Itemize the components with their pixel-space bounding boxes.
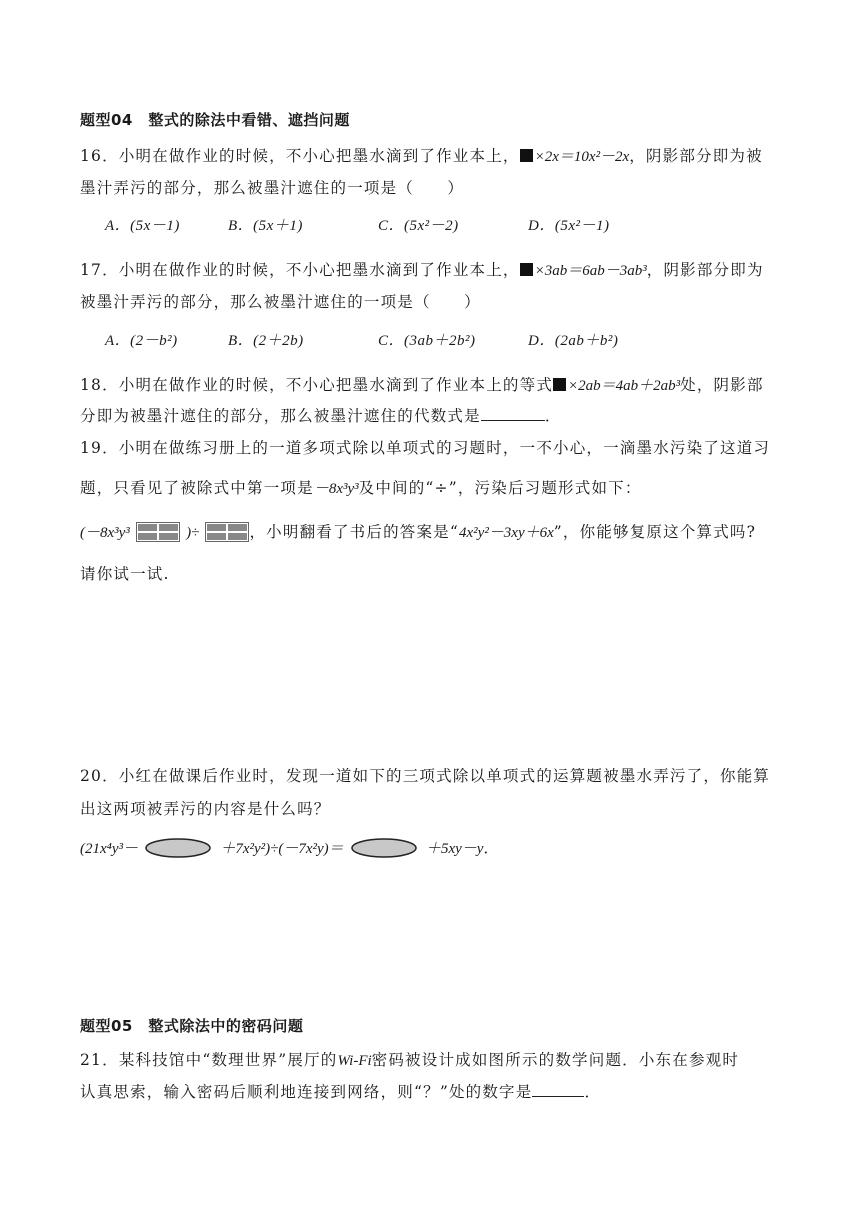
q21-text-b: 密码被设计成如图所示的数学问题．小东在参观时: [371, 1051, 740, 1069]
q16-option-a[interactable]: A．(5x－1): [105, 218, 180, 234]
section-heading-04: 题型04 整式的除法中看错、遮挡问题: [80, 111, 350, 129]
q19-expr-start: (－8x³y³: [80, 525, 130, 541]
q16-line2: 墨汁弄污的部分，那么被墨汁遮住的一项是（ ）: [80, 179, 465, 197]
q18-text-tail: 处，阴影部: [680, 376, 764, 394]
q19-answer: 4x²y²－3xy＋6x: [459, 525, 554, 541]
ink-bricks-icon: [205, 522, 249, 542]
q17-option-d[interactable]: D．(2ab＋b²): [528, 333, 619, 349]
q20-expr-c: ＋5xy－y: [425, 841, 484, 857]
q19-text-c: ，小明翻看了书后的答案是“: [249, 523, 459, 541]
q17-line1: [80, 258, 780, 283]
q21-answer-blank[interactable]: [532, 1082, 584, 1097]
ink-square-icon: [520, 263, 533, 276]
q19-line2: [80, 476, 780, 501]
q20-expr-a: (21x⁴y³－: [80, 841, 139, 857]
q20-expr-b: ＋7x²y²)÷(－7x²y)＝: [220, 841, 344, 857]
q17-text-tail: ，阴影部分即为: [646, 261, 764, 279]
q20-line2: 出这两项被弄污的内容是什么吗？: [80, 800, 331, 818]
q18-line1: [80, 373, 780, 398]
q16-line1: [80, 144, 780, 169]
section-heading-05: 题型05 整式除法中的密码问题: [80, 1017, 304, 1035]
q17-option-c[interactable]: C．(3ab＋2b²): [378, 333, 476, 349]
q18-line2: [80, 404, 780, 428]
ink-square-icon: [553, 378, 566, 391]
q16-option-b[interactable]: B．(5x＋1): [228, 218, 303, 234]
q19-text-d: ”，你能够复原这个算式吗?: [553, 523, 757, 541]
q17-equation: ×3ab＝6ab－3ab³: [534, 263, 647, 279]
q19-term: －8x³y³: [313, 481, 359, 497]
q21-period: ．: [584, 1083, 602, 1101]
q18-equation: ×2ab＝4ab＋2ab³: [568, 378, 681, 394]
q18-answer-blank[interactable]: [481, 406, 545, 421]
q21-text-a: 21．某科技馆中“数理世界”展厅的: [80, 1051, 338, 1069]
q18-period: ．: [544, 407, 562, 425]
q18-text2: 分即为被墨汁遮住的部分，那么被墨汁遮住的代数式是: [80, 407, 481, 425]
q17-option-b[interactable]: B．(2＋2b): [228, 333, 304, 349]
q16-equation: ×2x＝10x²－2x: [534, 149, 630, 165]
q21-wifi: Wi-Fi: [337, 1053, 372, 1069]
q17-line2: 被墨汁弄污的部分，那么被墨汁遮住的一项是（ ）: [80, 293, 481, 311]
q20-line1: 20．小红在做课后作业时，发现一道如下的三项式除以单项式的运算题被墨水弄污了，你能算: [80, 767, 771, 785]
q20-expression: [80, 836, 780, 861]
q16-text: 16．小明在做作业的时候，不小心把墨水滴到了作业本上，: [80, 147, 520, 165]
q20-period: ．: [483, 839, 501, 857]
q21-line1: [80, 1048, 780, 1073]
ink-bricks-icon: [136, 522, 180, 542]
q21-text2: 认真思索，输入密码后顺利地连接到网络，则“？”处的数字是: [80, 1083, 533, 1101]
q19-expr-mid: )÷: [186, 525, 200, 541]
ink-blot-icon: [144, 837, 214, 859]
q18-text: 18．小明在做作业的时候，不小心把墨水滴到了作业本上的等式: [80, 376, 554, 394]
q19-text-a: 题，只看见了被除式中第一项是: [80, 479, 314, 497]
q21-line2: [80, 1080, 780, 1104]
ink-blot-icon: [350, 837, 420, 859]
q19-line1: 19．小明在做练习册上的一道多项式除以单项式的习题时，一不小心，一滴墨水污染了这道习: [80, 439, 771, 457]
q17-text: 17．小明在做作业的时候，不小心把墨水滴到了作业本上，: [80, 261, 520, 279]
q17-option-a[interactable]: A．(2－b²): [105, 333, 178, 349]
q19-text-b: 及中间的“÷”，污染后习题形式如下：: [358, 479, 642, 497]
q19-line4: 请你试一试.: [80, 565, 170, 583]
q16-option-d[interactable]: D．(5x²－1): [528, 218, 610, 234]
q16-option-c[interactable]: C．(5x²－2): [378, 218, 459, 234]
q19-line3: [80, 520, 780, 545]
ink-square-icon: [520, 149, 533, 162]
q16-text-tail: ，阴影部分即为被: [629, 147, 763, 165]
